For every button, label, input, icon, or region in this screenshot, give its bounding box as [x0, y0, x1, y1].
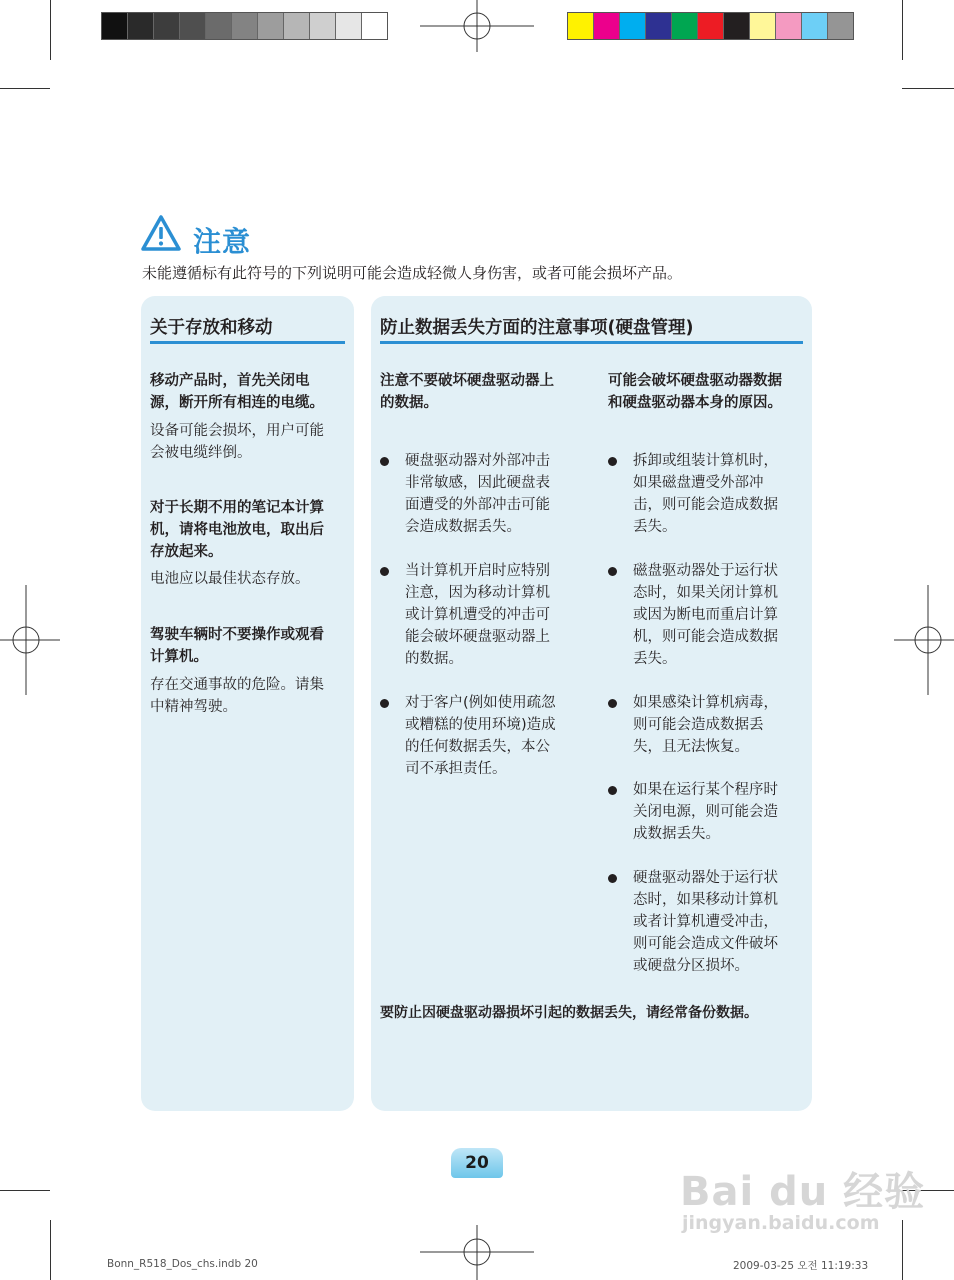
storage-item-text: 存在交通事故的危险。请集 中精神驾驶。: [150, 677, 324, 715]
storage-panel-title: 关于存放和移动: [150, 318, 273, 338]
caution-description: 未能遵循标有此符号的下列说明可能会造成轻微人身伤害，或者可能会损坏产品。: [142, 264, 683, 282]
title-underline: [380, 341, 803, 344]
color-swatch: [802, 13, 828, 39]
gray-swatch: [232, 13, 258, 39]
page-number: 20: [451, 1148, 503, 1178]
bullet-dot: [608, 874, 617, 883]
storage-item-heading: 对于长期不用的笔记本计算 机，请将电池放电，取出后 存放起来。: [150, 500, 324, 560]
gray-swatch: [284, 13, 310, 39]
color-swatch: [672, 13, 698, 39]
storage-item-text: 电池应以最佳状态存放。: [150, 571, 310, 587]
footer-timestamp: 2009-03-25 오전 11:19:33: [733, 1260, 869, 1272]
footer-file-info: Bonn_R518_Dos_chs.indb 20: [107, 1258, 258, 1270]
color-swatch: [750, 13, 776, 39]
color-swatch: [594, 13, 620, 39]
gray-swatch: [102, 13, 128, 39]
bullet-dot: [608, 457, 617, 466]
gray-swatch: [128, 13, 154, 39]
gray-calibration-bar: [101, 12, 388, 40]
gray-swatch: [154, 13, 180, 39]
watermark-url: jingyan.baidu.com: [682, 1212, 880, 1234]
bullet-item: 对于客户(例如使用疏忽 或糟糕的使用环境)造成 的任何数据丢失，本公 司不承担责任。: [405, 695, 556, 777]
gray-swatch: [206, 13, 232, 39]
gray-swatch: [362, 13, 387, 39]
color-swatch: [828, 13, 853, 39]
caution-title: 注意: [193, 225, 252, 258]
backup-note: 要防止因硬盘驱动器损坏引起的数据丢失，请经常备份数据。: [380, 1005, 758, 1021]
color-swatch: [724, 13, 750, 39]
crop-mark: [50, 1220, 51, 1280]
bullet-item: 如果感染计算机病毒， 则可能会造成数据丢 失，且无法恢复。: [633, 695, 778, 755]
storage-item-heading: 驾驶车辆时不要操作或观看 计算机。: [150, 627, 324, 665]
bullet-item: 如果在运行某个程序时 关闭电源，则可能会造 成数据丢失。: [633, 782, 778, 842]
column-heading: 可能会破坏硬盘驱动器数据 和硬盘驱动器本身的原因。: [608, 373, 782, 411]
gray-swatch: [336, 13, 362, 39]
bullet-dot: [380, 567, 389, 576]
registration-mark-icon: [0, 585, 60, 695]
data-loss-panel-title: 防止数据丢失方面的注意事项(硬盘管理): [380, 318, 694, 338]
bullet-item: 拆卸或组装计算机时， 如果磁盘遭受外部冲 击，则可能会造成数据 丢失。: [633, 453, 778, 535]
crop-mark: [902, 0, 903, 60]
crop-mark: [50, 0, 51, 60]
bullet-dot: [608, 699, 617, 708]
gray-swatch: [310, 13, 336, 39]
registration-mark-icon: [894, 585, 954, 695]
bullet-dot: [608, 786, 617, 795]
crop-mark: [902, 88, 954, 89]
registration-mark-icon: [420, 0, 534, 52]
crop-mark: [0, 88, 50, 89]
color-swatch: [646, 13, 672, 39]
color-swatch: [620, 13, 646, 39]
storage-item-heading: 移动产品时，首先关闭电 源，断开所有相连的电缆。: [150, 373, 324, 411]
gray-swatch: [180, 13, 206, 39]
watermark-brand: Bai du 经验: [680, 1169, 926, 1215]
bullet-item: 硬盘驱动器处于运行状 态时，如果移动计算机 或者计算机遭受冲击， 则可能会造成文件破坏 或硬盘分区损坏。: [633, 870, 778, 974]
color-calibration-bar: [567, 12, 854, 40]
storage-item-text: 设备可能会损坏，用户可能 会被电缆绊倒。: [150, 423, 324, 461]
bullet-dot: [608, 567, 617, 576]
warning-triangle-icon: [140, 214, 182, 252]
crop-mark: [902, 1220, 903, 1280]
bullet-item: 硬盘驱动器对外部冲击 非常敏感，因此硬盘表 面遭受的外部冲击可能 会造成数据丢失。: [405, 453, 550, 535]
color-swatch: [698, 13, 724, 39]
title-underline: [150, 341, 345, 344]
color-swatch: [776, 13, 802, 39]
crop-mark: [0, 1190, 50, 1191]
bullet-dot: [380, 699, 389, 708]
registration-mark-icon: [420, 1225, 534, 1280]
color-swatch: [568, 13, 594, 39]
bullet-item: 当计算机开启时应特别 注意，因为移动计算机 或计算机遭受的冲击可 能会破坏硬盘驱动器上 的数据。: [405, 563, 550, 667]
column-heading: 注意不要破坏硬盘驱动器上 的数据。: [380, 373, 554, 411]
bullet-dot: [380, 457, 389, 466]
gray-swatch: [258, 13, 284, 39]
bullet-item: 磁盘驱动器处于运行状 态时，如果关闭计算机 或因为断电而重启计算 机，则可能会造成数据 丢失。: [633, 563, 778, 667]
